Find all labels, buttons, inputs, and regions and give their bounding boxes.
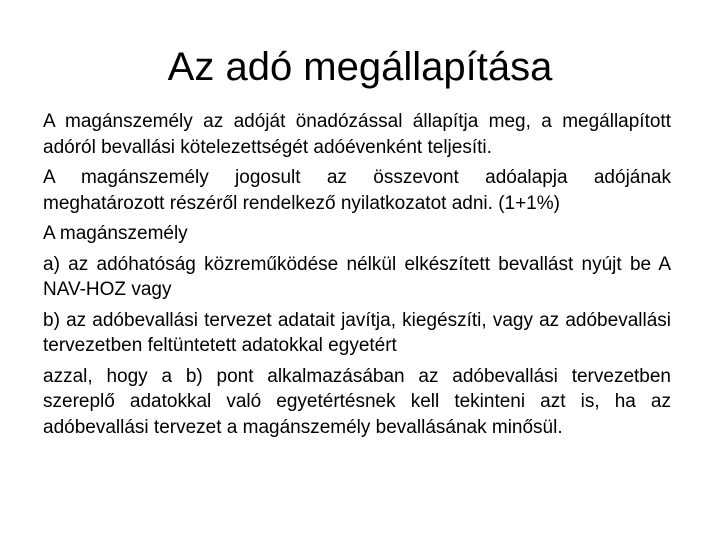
- paragraph-option-a: a) az adóhatóság közreműködése nélkül elkészített bevallást nyújt be A NAV-HOZ vagy: [43, 253, 671, 300]
- paragraph-self-assessment: A magánszemély az adóját önadózással állapítja meg, a megállapított adóról bevallási kötelezettségét adóévenként teljesíti.: [43, 111, 671, 158]
- slide-body: [43, 109, 671, 445]
- slide-title: Az adó megállapítása: [167, 45, 553, 89]
- paragraph-proviso: azzal, hogy a b) pont alkalmazásában az adóbevallási tervezetben szereplő adatokkal való egyetértésnek kell tekinteni azt is, ha az adóbevallási tervezet a magánszemély bevallásának minősül.: [43, 365, 671, 438]
- paragraph-intro: A magánszemély: [43, 223, 188, 244]
- paragraph-option-b: b) az adóbevallási tervezet adatait javítja, kiegészíti, vagy az adóbevallási tervezetben feltüntetett adatokkal egyetért: [43, 309, 671, 356]
- paragraph-declaration-right: A magánszemély jogosult az összevont adóalapja adójának meghatározott részéről rendelkező nyilatkozatot adni. (1+1%): [43, 167, 671, 214]
